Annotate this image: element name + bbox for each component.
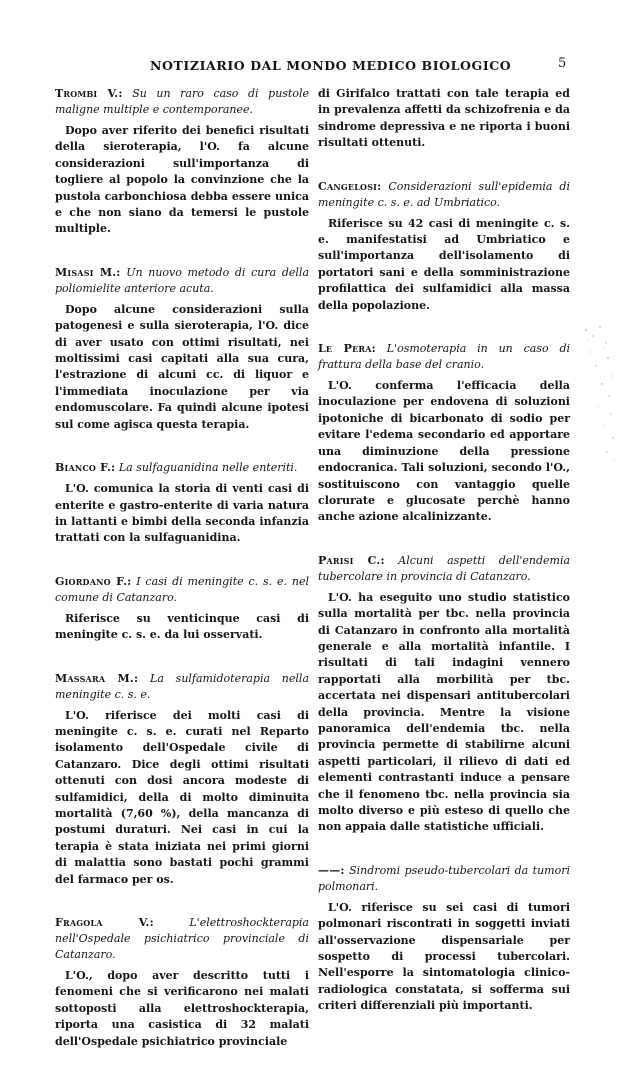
- right-column: [318, 86, 570, 1042]
- entry-heading: [55, 915, 309, 963]
- left-column: [55, 86, 309, 1077]
- entry-heading: [55, 671, 309, 703]
- entry-text: L'O. riferisce dei molti casi di meningite c. s. e. curati nel Reparto isolamento dell'Ospedale civile di Catanzaro. Dice degli ottimi risultati ottenuti con dosi ancora modeste di sulfamidici, della di molto diminuita mortalità (7,60 %), della mancanza di postumi duraturi. Nei casi in cui la terapia è stata iniziata nei primi giorni di malattia sono bastati pochi grammi del farmaco per os.: [55, 708, 309, 886]
- entry-text: L'O., dopo aver descritto tutti i fenomeni che si verificarono nei malati sottoposti alla elettroshockterapia, riporta una casistica di 32 malati dell'Ospedale psichiatrico provinciale: [55, 969, 309, 1048]
- entry-author: Cangelosi:: [318, 179, 382, 193]
- entry-heading: [318, 179, 570, 211]
- entry-title: L'elettroshockterapia nell'Ospedale psichiatrico provinciale di Catanzaro.: [55, 916, 309, 961]
- entry-title: L'osmoterapia in un caso di frattura della base del cranio.: [318, 342, 570, 372]
- entry-text: L'O. riferisce su sei casi di tumori polmonari riscontrati in soggetti inviati all'osservazione dispensariale per sospetto di processi tubercolari. Nell'esporre la sintomatologia clinico-radiologica constatata, si sofferma sui criteri differenziali più importanti.: [318, 900, 570, 1013]
- entry-text: Dopo aver riferito dei benefici risultati della sieroterapia, l'O. fa alcune considerazioni sull'importanza di togliere al popolo la convinzione che la pustola carbonchiosa debba essere unica e che non siano da temersi le pustole multiple.: [55, 124, 309, 236]
- abstract-entry: [318, 863, 570, 1015]
- abstract-entry: [55, 86, 309, 238]
- entry-heading: [55, 460, 309, 476]
- abstract-entry: [318, 553, 570, 836]
- entry-author: Le Pera:: [318, 342, 376, 356]
- entry-text: L'O. conferma l'efficacia della inoculazione per endovena di soluzioni ipotoniche di bicarbonato di sodio per evitare l'edema secondario ed apportare una diminuzione della pressione endocranica. Tali soluzioni, secondo l'O., sostituiscono con vantaggio quelle clorurate e glucosate perchè hanno anche azione alcalinizzante.: [318, 379, 570, 524]
- entry-title: Considerazioni sull'epidemia di meningite c. s. e. ad Umbriatico.: [318, 179, 570, 209]
- entry-title: Su un raro caso di pustole maligne multiple e contemporanee.: [55, 87, 310, 116]
- abstract-entry: [318, 179, 570, 314]
- entry-title: Sindromi pseudo-tubercolari da tumori polmonari.: [318, 863, 571, 893]
- entry-heading: [55, 574, 309, 606]
- continued-text: di Girifalco trattati con tale terapia ed in prevalenza affetti da schizofrenia e da sindrome depressiva e ne riporta i buoni risultati ottenuti.: [318, 87, 570, 150]
- entry-author: Trombi V.:: [55, 87, 123, 100]
- abstract-entry: [55, 265, 309, 433]
- entry-text: L'O. comunica la storia di venti casi di enterite e gastro-enterite di varia natura in lattanti e bimbi della seconda infanzia trattati con la sulfaguanidina.: [55, 482, 309, 545]
- entry-author: Massara M.:: [55, 671, 139, 685]
- paper-speckle-decoration: [578, 318, 618, 468]
- running-head: NOTIZIARIO DAL MONDO MEDICO BIOLOGICO: [150, 58, 512, 73]
- entry-text: Dopo alcune considerazioni sulla patogenesi e sulla sieroterapia, l'O. dice di aver usato con ottimi risultati, nei moltissimi casi capitati alla sua cura, l'estrazione di alcuni cc. di liquor e l'immediata inoculazione per via endomuscolare. Fa quindi alcune ipotesi sul come agisca questa terapia.: [55, 302, 309, 431]
- entry-heading: [318, 863, 570, 895]
- entry-title: Un nuovo metodo di cura della poliomielite anteriore acuta.: [55, 265, 309, 295]
- entry-heading: [318, 553, 570, 585]
- page-number: 5: [558, 56, 567, 71]
- abstract-entry: [55, 460, 309, 547]
- abstract-entry: [55, 671, 309, 888]
- entry-heading: [55, 265, 309, 297]
- abstract-entry: [55, 915, 309, 1050]
- entry-text: L'O. ha eseguito uno studio statistico sulla mortalità per tbc. nella provincia di Catanzaro in confronto alla mortalità generale e alla mortalità infantile. I risultati di tali indagini vennero rapportati alla morbilità per tbc. accertata nei dispensari antitubercolari della provincia. Mentre la visione panoramica dell'endemia tbc. nella provincia permette di stabilirne alcuni aspetti particolari, il rilievo di dati ed elementi contrastanti induce a pensare che il fenomeno tbc. nella provincia sia molto diverso e più esteso di quello che non appaia dalle statistiche ufficiali.: [318, 590, 570, 834]
- entry-author: Giordano F.:: [55, 574, 132, 588]
- abstract-entry: [55, 574, 309, 644]
- entry-author: Parisi C.:: [318, 553, 385, 567]
- entry-author: ——:: [318, 863, 345, 877]
- entry-author: Misasi M.:: [55, 265, 121, 279]
- entry-author: Bianco F.:: [55, 461, 116, 475]
- entry-title: Alcuni aspetti dell'endemia tubercolare in provincia di Catanzaro.: [318, 553, 571, 583]
- entry-title: La sulfaguanidina nelle enteriti.: [118, 461, 298, 475]
- continuation-paragraph: [318, 86, 570, 152]
- entry-text: Riferisce su venticinque casi di meningite c. s. e. da lui osservati.: [55, 611, 309, 642]
- entry-heading: [55, 86, 309, 118]
- abstract-entry: [318, 341, 570, 526]
- entry-title: La sulfamidoterapia nella meningite c. s. e.: [55, 671, 309, 701]
- entry-author: Fragola V.:: [55, 916, 154, 929]
- entry-title: I casi di meningite c. s. e. nel comune di Catanzaro.: [55, 574, 309, 604]
- entry-heading: [318, 341, 570, 373]
- entry-text: Riferisce su 42 casi di meningite c. s. e. manifestatisi ad Umbriatico e sull'importanza dell'isolamento di portatori sani e della somministrazione profilattica dei sulfamidici alla massa della popolazione.: [318, 216, 570, 312]
